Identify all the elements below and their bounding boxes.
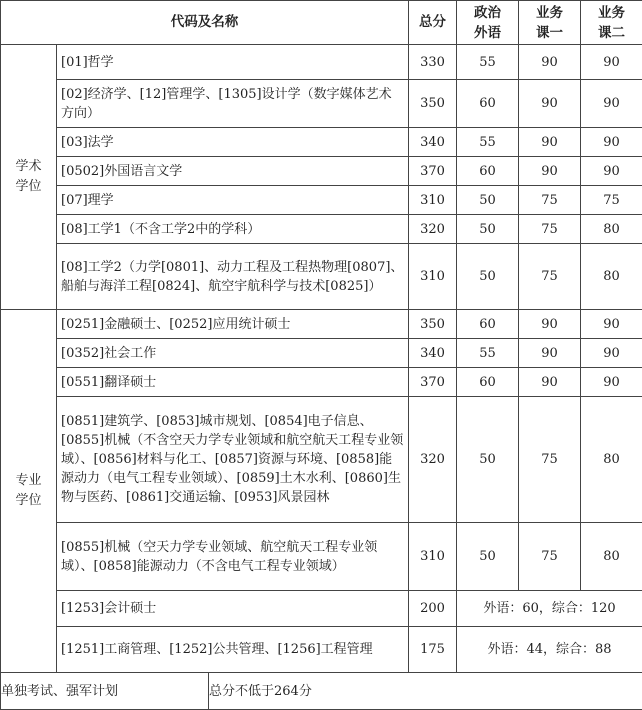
row-course2: 75 xyxy=(581,186,642,215)
header-politics-line1: 政治 xyxy=(474,5,501,21)
row-course2: 90 xyxy=(581,157,642,186)
row-politics: 50 xyxy=(457,244,519,310)
footer-value: 总分不低于264分 xyxy=(209,673,642,710)
table-row xyxy=(1,128,642,157)
table-row xyxy=(1,310,642,339)
table-row xyxy=(1,244,642,310)
row-name: [1253]会计硕士 xyxy=(57,591,409,627)
row-course1: 75 xyxy=(519,186,581,215)
row-name: [0855]机械（空天力学专业领域、航空航天工程专业领域）、[0858]能源动力（不含电气工程专业领域） xyxy=(57,523,409,591)
row-name: [1251]工商管理、[1252]公共管理、[1256]工程管理 xyxy=(57,627,409,673)
category-academic-line2: 学位 xyxy=(15,179,41,194)
row-course2: 90 xyxy=(581,368,642,397)
header-total: 总分 xyxy=(409,1,457,45)
row-politics: 60 xyxy=(457,368,519,397)
row-name: [02]经济学、[12]管理学、[1305]设计学（数字媒体艺术方向） xyxy=(57,80,409,128)
row-course1: 90 xyxy=(519,310,581,339)
row-name: [0502]外国语言文学 xyxy=(57,157,409,186)
category-professional-line2: 学位 xyxy=(15,493,41,508)
table-row xyxy=(1,45,642,80)
row-total: 320 xyxy=(409,397,457,523)
row-total: 320 xyxy=(409,215,457,244)
row-politics: 55 xyxy=(457,128,519,157)
row-total: 310 xyxy=(409,244,457,310)
table-row xyxy=(1,186,642,215)
category-professional xyxy=(1,310,57,673)
row-total: 330 xyxy=(409,45,457,80)
header-name: 代码及名称 xyxy=(1,1,409,45)
row-merged-scores: 外语：60，综合：120 xyxy=(457,591,642,627)
row-politics: 55 xyxy=(457,45,519,80)
header-course1-line2: 课一 xyxy=(536,25,563,41)
row-name: [01]哲学 xyxy=(57,45,409,80)
row-course2: 90 xyxy=(581,310,642,339)
row-politics: 60 xyxy=(457,80,519,128)
row-course2: 80 xyxy=(581,215,642,244)
row-course2: 80 xyxy=(581,244,642,310)
row-course1: 75 xyxy=(519,244,581,310)
row-name: [08]工学2（力学[0801]、动力工程及工程热物理[0807]、船舶与海洋工程[0824]、航空宇航科学与技术[0825]） xyxy=(57,244,409,310)
table-row xyxy=(1,591,642,627)
row-total: 310 xyxy=(409,523,457,591)
row-total: 350 xyxy=(409,310,457,339)
row-merged-scores: 外语：44，综合：88 xyxy=(457,627,642,673)
row-name: [08]工学1（不含工学2中的学科） xyxy=(57,215,409,244)
row-course2: 80 xyxy=(581,523,642,591)
row-name: [0551]翻译硕士 xyxy=(57,368,409,397)
row-course1: 75 xyxy=(519,397,581,523)
header-politics xyxy=(457,1,519,45)
header-course2-line1: 业务 xyxy=(598,5,625,21)
row-politics: 60 xyxy=(457,310,519,339)
row-course1: 75 xyxy=(519,215,581,244)
table-row xyxy=(1,339,642,368)
table-row xyxy=(1,215,642,244)
table-row xyxy=(1,627,642,673)
row-course1: 90 xyxy=(519,45,581,80)
row-total: 370 xyxy=(409,157,457,186)
header-row xyxy=(1,1,642,45)
row-total: 370 xyxy=(409,368,457,397)
row-total: 310 xyxy=(409,186,457,215)
category-academic-line1: 学术 xyxy=(15,159,41,174)
row-politics: 50 xyxy=(457,523,519,591)
row-course1: 75 xyxy=(519,523,581,591)
row-name: [0352]社会工作 xyxy=(57,339,409,368)
header-politics-line2: 外语 xyxy=(474,25,501,41)
row-politics: 50 xyxy=(457,397,519,523)
row-politics: 60 xyxy=(457,157,519,186)
category-professional-line1: 专业 xyxy=(15,473,41,488)
header-course1 xyxy=(519,1,581,45)
row-politics: 50 xyxy=(457,186,519,215)
table-row xyxy=(1,397,642,523)
row-politics: 55 xyxy=(457,339,519,368)
header-course2-line2: 课二 xyxy=(598,25,625,41)
table-row xyxy=(1,157,642,186)
header-course2 xyxy=(581,1,642,45)
row-politics: 50 xyxy=(457,215,519,244)
row-name: [07]理学 xyxy=(57,186,409,215)
table-row xyxy=(1,523,642,591)
row-course1: 90 xyxy=(519,157,581,186)
row-total: 200 xyxy=(409,591,457,627)
row-course2: 90 xyxy=(581,45,642,80)
row-course2: 90 xyxy=(581,80,642,128)
table-row xyxy=(1,80,642,128)
category-academic xyxy=(1,45,57,310)
row-course2: 90 xyxy=(581,128,642,157)
table-row xyxy=(1,368,642,397)
row-name: [0851]建筑学、[0853]城市规划、[0854]电子信息、[0855]机械（不含空天力学专业领域和航空航天工程专业领域）、[0856]材料与化工、[0857]资源与环境、[0858]能源动力（电气工程专业领域）、[0859]土木水利、[0860]生物与医药、[0861]交通运输、[0953]风景园林 xyxy=(57,397,409,523)
row-course1: 90 xyxy=(519,368,581,397)
row-course1: 90 xyxy=(519,128,581,157)
row-total: 175 xyxy=(409,627,457,673)
header-course1-line1: 业务 xyxy=(536,5,563,21)
row-total: 340 xyxy=(409,339,457,368)
row-course2: 80 xyxy=(581,397,642,523)
row-total: 350 xyxy=(409,80,457,128)
row-total: 340 xyxy=(409,128,457,157)
footer-label: 单独考试、强军计划 xyxy=(1,673,209,710)
row-name: [03]法学 xyxy=(57,128,409,157)
row-course1: 90 xyxy=(519,339,581,368)
row-course1: 90 xyxy=(519,80,581,128)
footer-row xyxy=(1,673,642,710)
row-name: [0251]金融硕士、[0252]应用统计硕士 xyxy=(57,310,409,339)
row-course2: 90 xyxy=(581,339,642,368)
